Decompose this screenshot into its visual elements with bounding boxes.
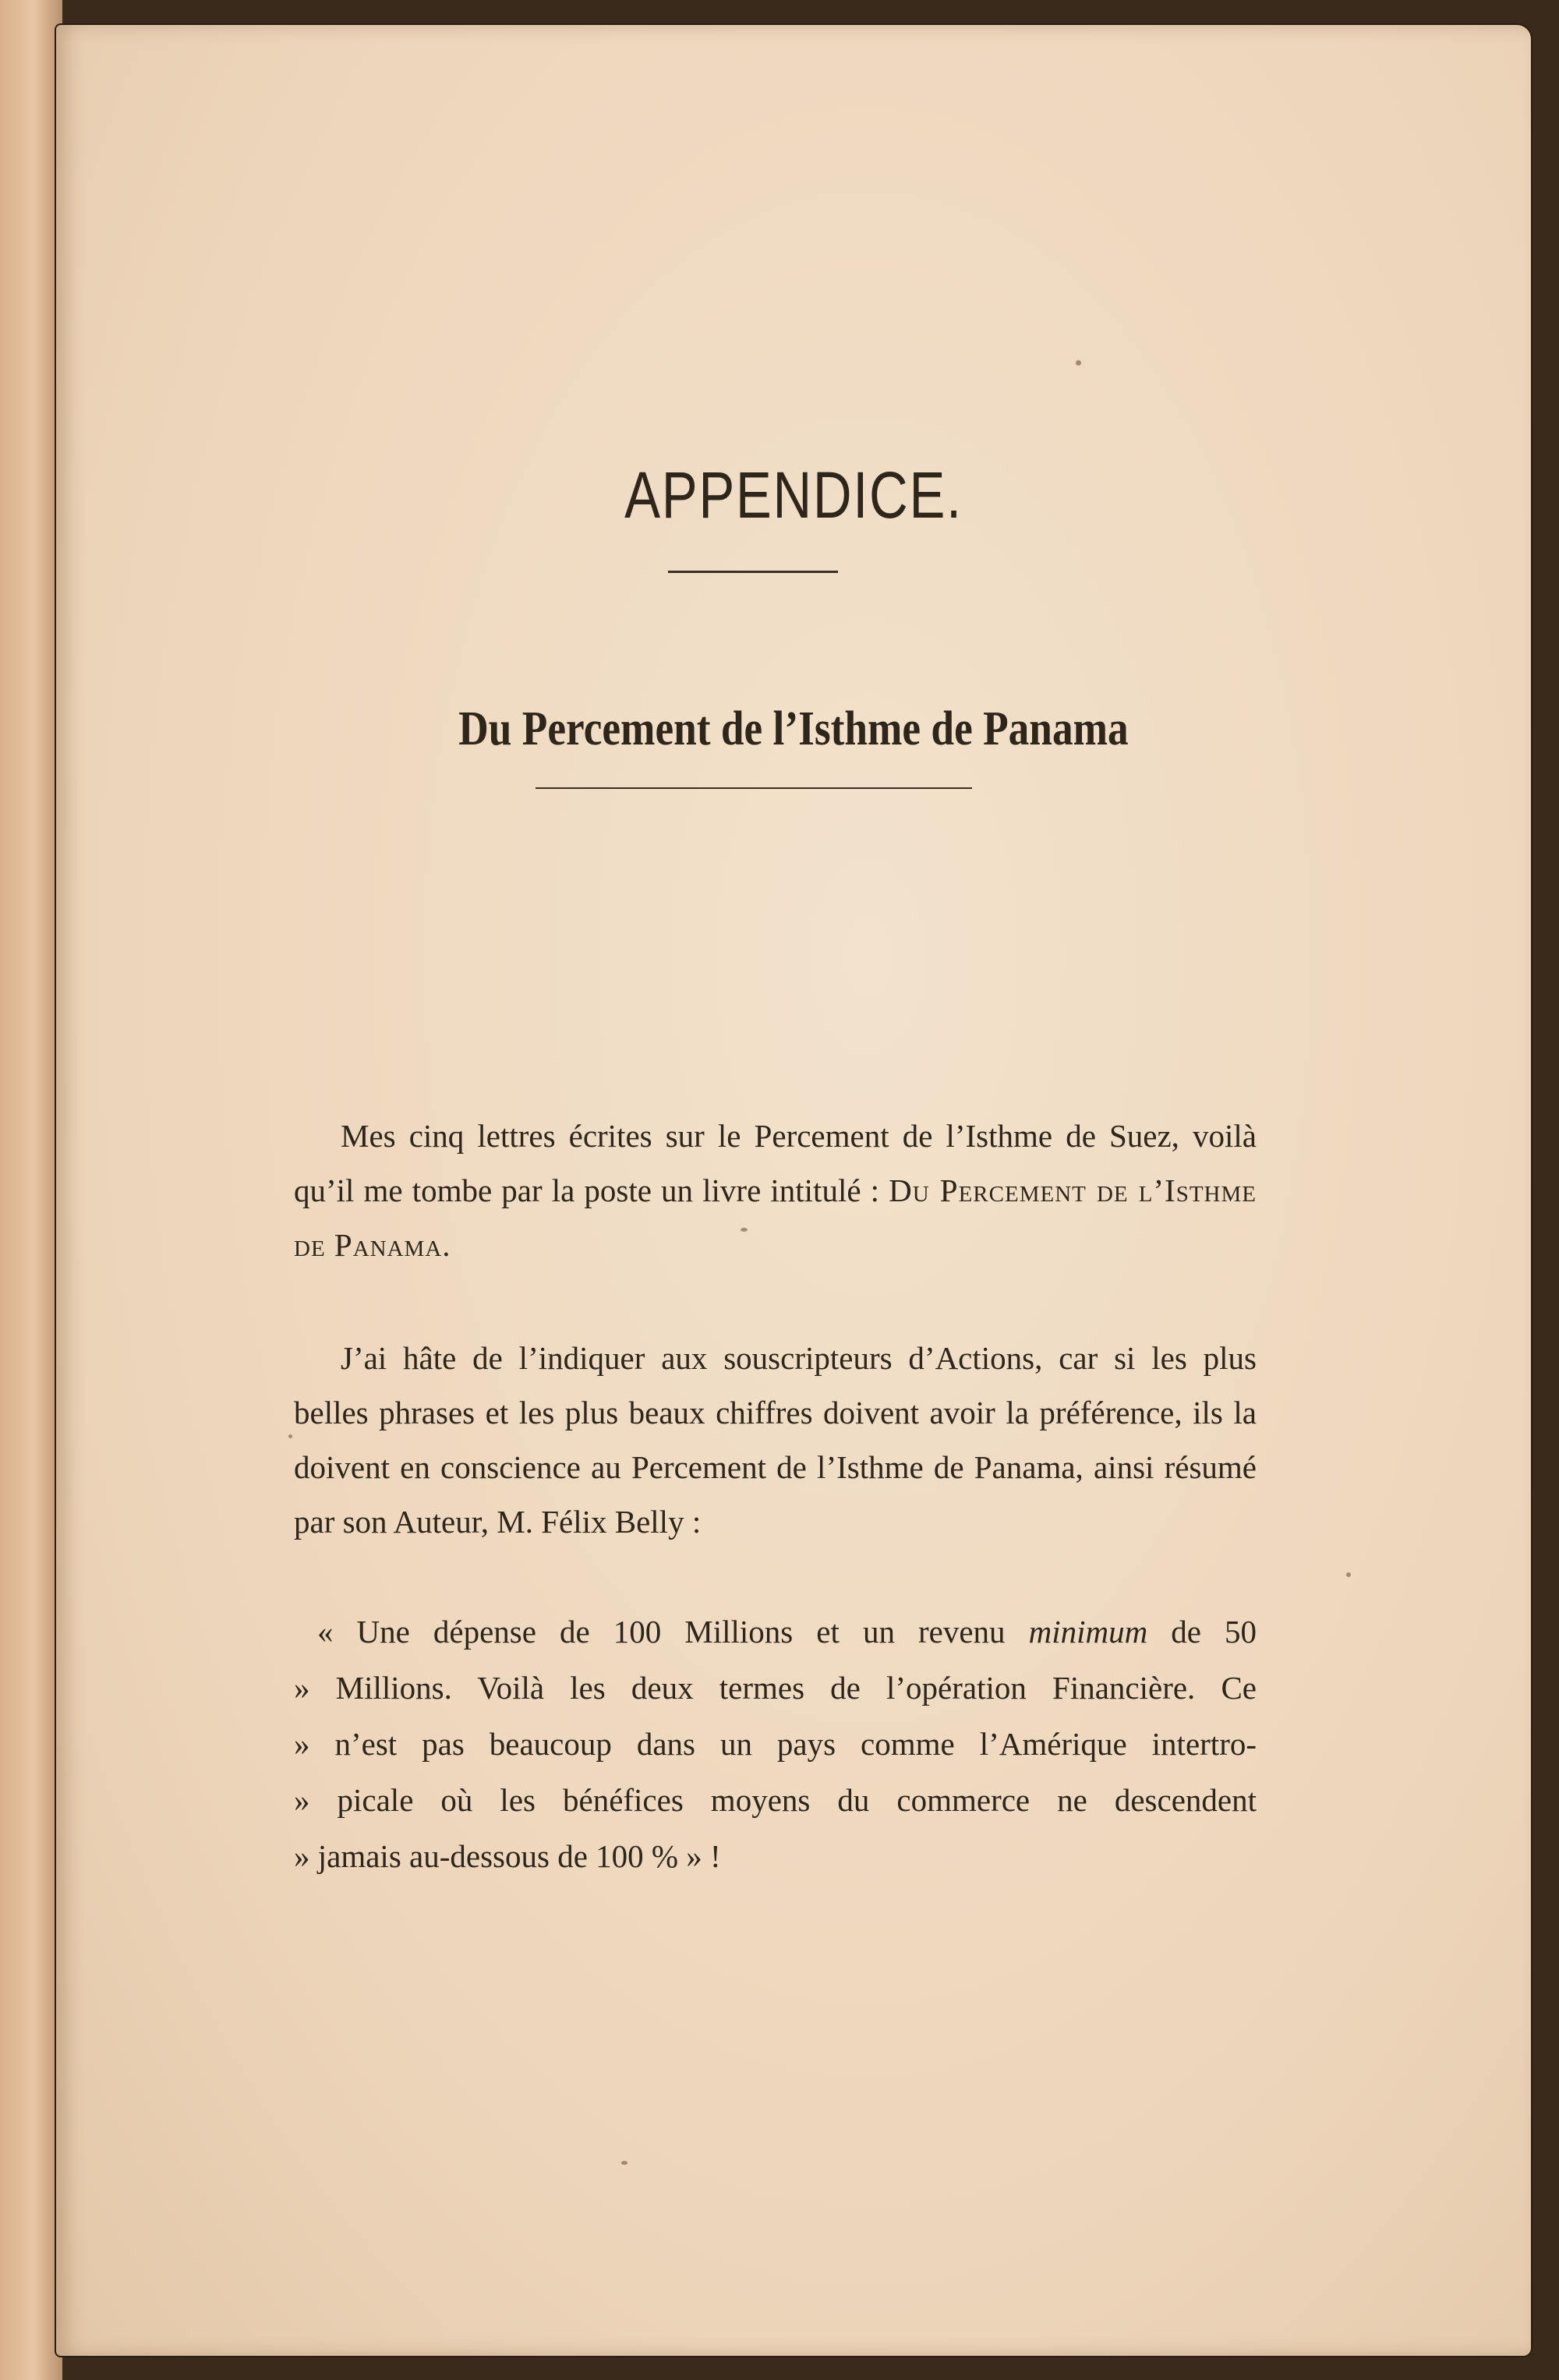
quote-emphasis: minimum <box>1028 1614 1148 1650</box>
quote-line-1: « Une dépense de 100 Millions et un revenu minimum de 50 <box>317 1614 1257 1650</box>
paper-speck <box>621 2161 627 2165</box>
quote-line-2: » Millions. Voilà les deux termes de l’opération Financière. Ce <box>294 1670 1257 1706</box>
subtitle-rule <box>536 787 972 789</box>
facing-page-edge <box>0 0 62 2380</box>
paragraph-2: J’ai hâte de l’indiquer aux souscripteurs d’Actions, car si les plus belles phrases et les plus beaux chiffres doivent avoir la préférence, ils la doivent en conscience au Percement de l’Isthme de Panama, ainsi résumé par son Auteur, M. Félix Belly : <box>294 1340 1257 1540</box>
quote-line-3: » n’est pas beaucoup dans un pays comme l’Amérique intertro- <box>294 1726 1257 1762</box>
section-subtitle: Du Percement de l’Isthme de Panama <box>458 702 1129 755</box>
title-rule <box>668 571 838 573</box>
page-title: APPENDICE. <box>624 458 963 532</box>
paragraph-1 <box>294 1109 1257 1272</box>
paper-speck <box>288 1434 292 1438</box>
paper-speck <box>1346 1572 1351 1577</box>
paper-speck <box>741 1228 748 1232</box>
quote-line-5: » jamais au-dessous de 100 % » ! <box>294 1838 721 1874</box>
quotation <box>294 1604 1257 1884</box>
book-page <box>56 25 1531 2356</box>
paper-speck <box>1076 360 1081 366</box>
quote-line-4: » picale où les bénéfices moyens du commerce ne descendent <box>294 1782 1257 1818</box>
book-title: Du Percement de l’Isthme de Panama. <box>294 1172 1257 1263</box>
paragraph-1-text: Mes cinq lettres écrites sur le Percement de l’Isthme de Suez, voilà qu’il me tombe par la poste un livre intitulé : <box>294 1118 1257 1208</box>
